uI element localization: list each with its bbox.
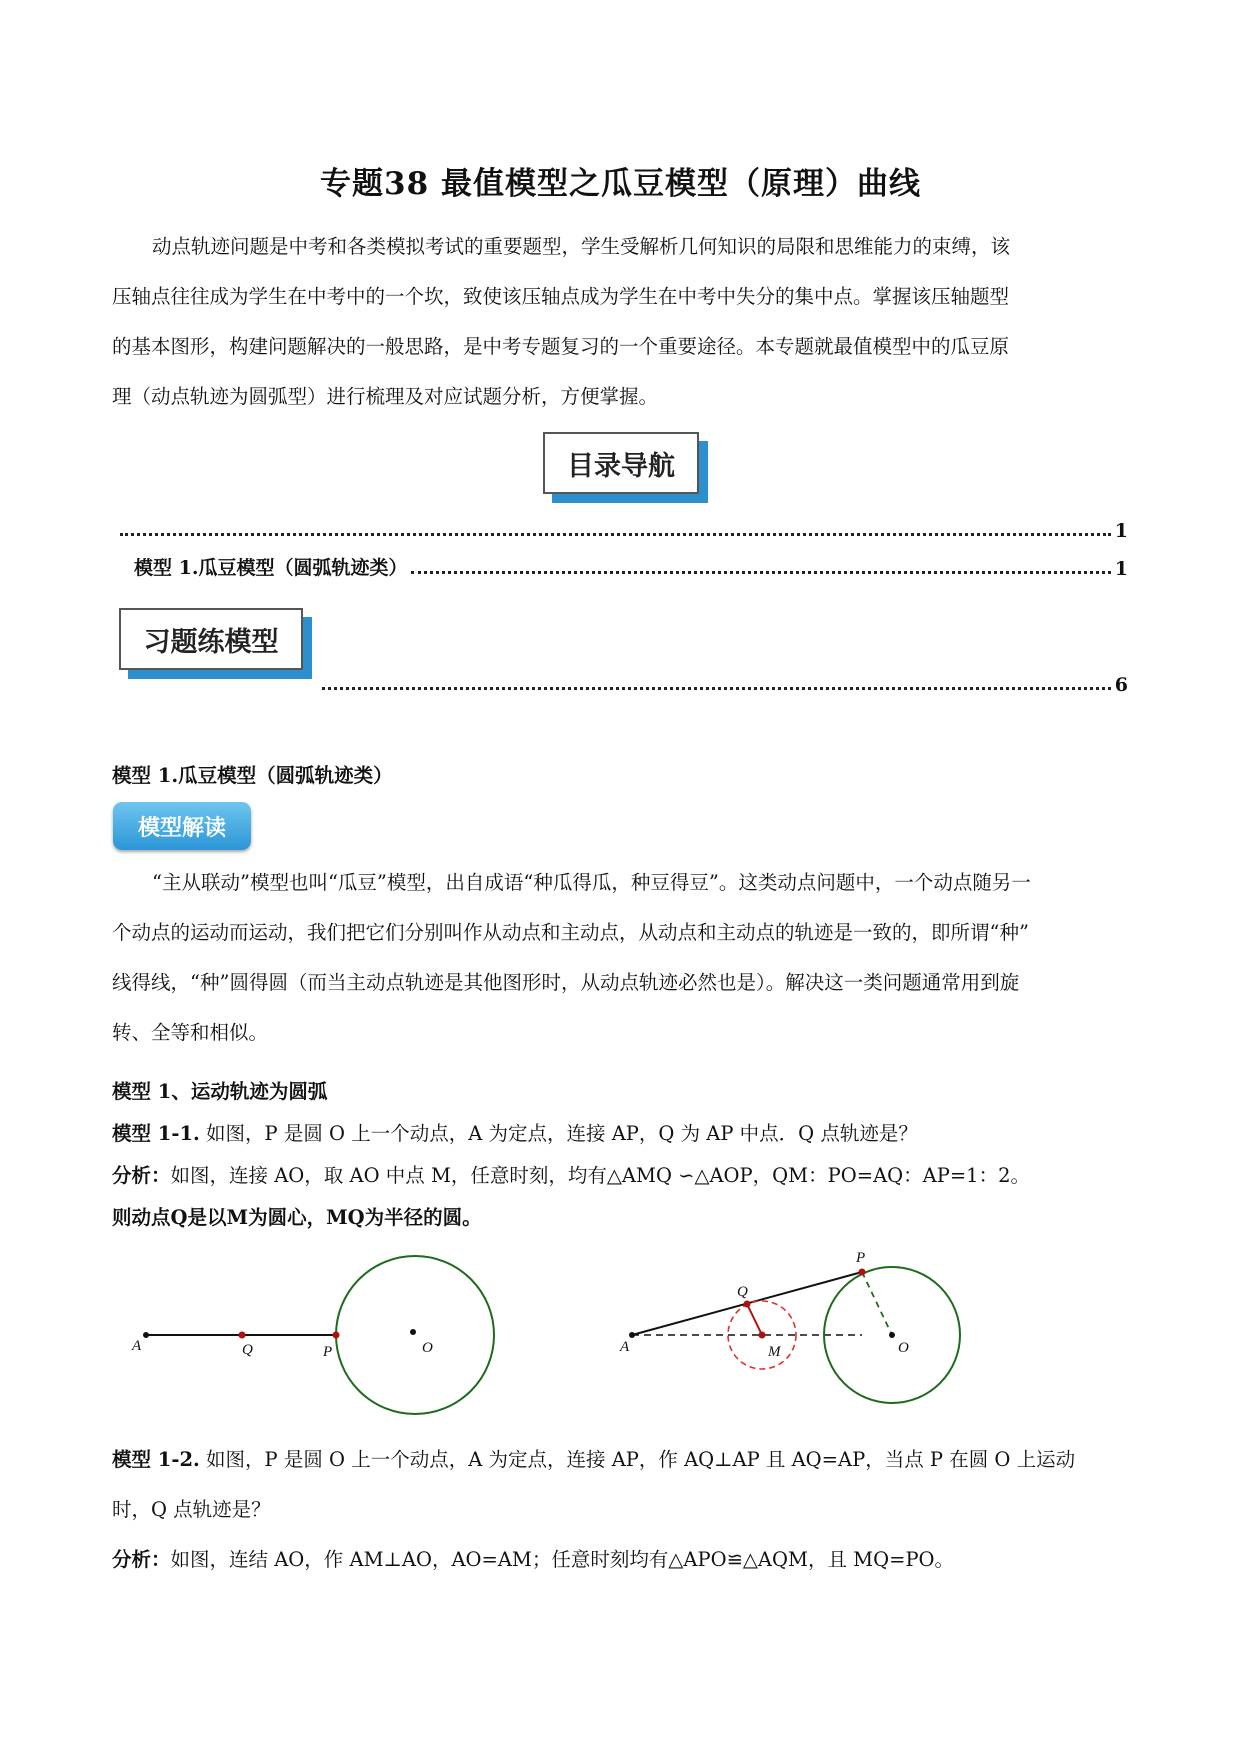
reading-paragraph	[112, 858, 1132, 1058]
figure-1-diagram	[120, 1250, 510, 1425]
model1-heading: 模型 1、运动轨迹为圆弧	[112, 1080, 328, 1103]
toc-entry-page: 1	[1114, 558, 1128, 580]
label-P: P	[323, 1344, 333, 1360]
circle-O	[336, 1256, 494, 1414]
section-heading: 模型 1.瓜豆模型（圆弧轨迹类）	[112, 764, 393, 787]
model-1-2-statement-cont: 时，Q 点轨迹是？	[112, 1498, 271, 1521]
model-1-1-conclusion: 则动点Q是以M为圆心，MQ为半径的圆。	[112, 1206, 482, 1229]
toc-badge: 目录导航	[543, 432, 699, 494]
label-O: O	[898, 1340, 909, 1356]
model-1-2-analysis	[112, 1544, 954, 1572]
toc-leader-dots	[411, 570, 1110, 574]
toc-entry-page: 1	[1114, 520, 1128, 542]
intro-line: 压轴点往往成为学生在中考中的一个坎，致使该压轴点成为学生在中考中失分的集中点。掌握该压轴题型	[112, 285, 1010, 308]
reading-line: “主从联动”模型也叫“瓜豆”模型，出自成语“种瓜得瓜，种豆得豆”。这类动点问题中，一个动点随另一	[152, 871, 1031, 894]
point-O	[410, 1329, 416, 1335]
point-Q	[239, 1332, 246, 1339]
analysis-label: 分析：	[112, 1164, 171, 1187]
page-title: 专题38 最值模型之瓜豆模型（原理）曲线	[320, 166, 921, 202]
label-A: A	[132, 1338, 142, 1354]
toc-entry-page: 6	[1114, 674, 1128, 696]
toc-entry[interactable]	[318, 668, 1128, 696]
intro-line: 的基本图形，构建问题解决的一般思路，是中考专题复习的一个重要途径。本专题就最值模型中的瓜豆原	[112, 335, 1010, 358]
analysis-text: 如图，连接 AO，取 AO 中点 M，任意时刻，均有△AMQ ∽△AOP，QM：PO=AQ：AP=1：2。	[170, 1164, 1030, 1187]
model-1-1-analysis	[112, 1160, 1030, 1188]
point-Q	[744, 1301, 751, 1308]
label-A: A	[620, 1339, 630, 1355]
point-P	[333, 1332, 340, 1339]
toc-entry-label: 模型 1.瓜豆模型（圆弧轨迹类）	[134, 557, 408, 579]
model-1-2-label: 模型 1-2.	[112, 1448, 200, 1471]
intro-line: 理（动点轨迹为圆弧型）进行梳理及对应试题分析，方便掌握。	[112, 385, 659, 408]
intro-paragraph	[112, 222, 1132, 422]
toc-leader-dots	[322, 686, 1111, 690]
point-A	[629, 1332, 635, 1338]
model-1-2-statement	[112, 1444, 1075, 1472]
point-O	[889, 1332, 895, 1338]
segment-PO	[862, 1272, 892, 1335]
analysis-label: 分析：	[112, 1548, 171, 1571]
point-A	[143, 1332, 149, 1338]
model-reading-pill: 模型解读	[113, 802, 251, 850]
model-1-2-text: 如图，P 是圆 O 上一个动点，A 为定点，连接 AP，作 AQ⊥AP 且 AQ=AP，当点 P 在圆 O 上运动	[199, 1448, 1076, 1471]
model-1-1-statement	[112, 1118, 918, 1146]
label-M: M	[768, 1344, 781, 1360]
label-Q: Q	[242, 1342, 253, 1358]
point-P	[859, 1269, 866, 1276]
label-P: P	[856, 1250, 866, 1266]
toc-entry[interactable]	[116, 514, 1128, 542]
exercise-badge: 习题练模型	[119, 608, 303, 670]
label-Q: Q	[737, 1284, 748, 1300]
toc-leader-dots	[120, 532, 1111, 536]
toc-entry[interactable]	[134, 552, 1128, 580]
reading-line: 线得线，“种”圆得圆（而当主动点轨迹是其他图形时，从动点轨迹必然也是）。解决这一类问题通常用到旋	[112, 971, 1020, 994]
figure-2-diagram	[600, 1240, 980, 1425]
analysis-text: 如图，连结 AO，作 AM⊥AO，AO=AM；任意时刻均有△APO≌△AQM，且 MQ=PO。	[170, 1548, 955, 1571]
intro-line: 动点轨迹问题是中考和各类模拟考试的重要题型，学生受解析几何知识的局限和思维能力的束缚，该	[152, 235, 1011, 258]
point-M	[759, 1332, 766, 1339]
reading-line: 个动点的运动而运动，我们把它们分别叫作从动点和主动点，从动点和主动点的轨迹是一致的，即所谓“种”	[112, 921, 1029, 944]
label-O: O	[422, 1340, 433, 1356]
model-1-1-label: 模型 1-1.	[112, 1122, 200, 1145]
segment-QM	[747, 1304, 762, 1335]
model-1-1-text: 如图，P 是圆 O 上一个动点，A 为定点，连接 AP，Q 为 AP 中点．Q 点轨迹是？	[199, 1122, 918, 1145]
reading-line: 转、全等和相似。	[112, 1021, 269, 1044]
